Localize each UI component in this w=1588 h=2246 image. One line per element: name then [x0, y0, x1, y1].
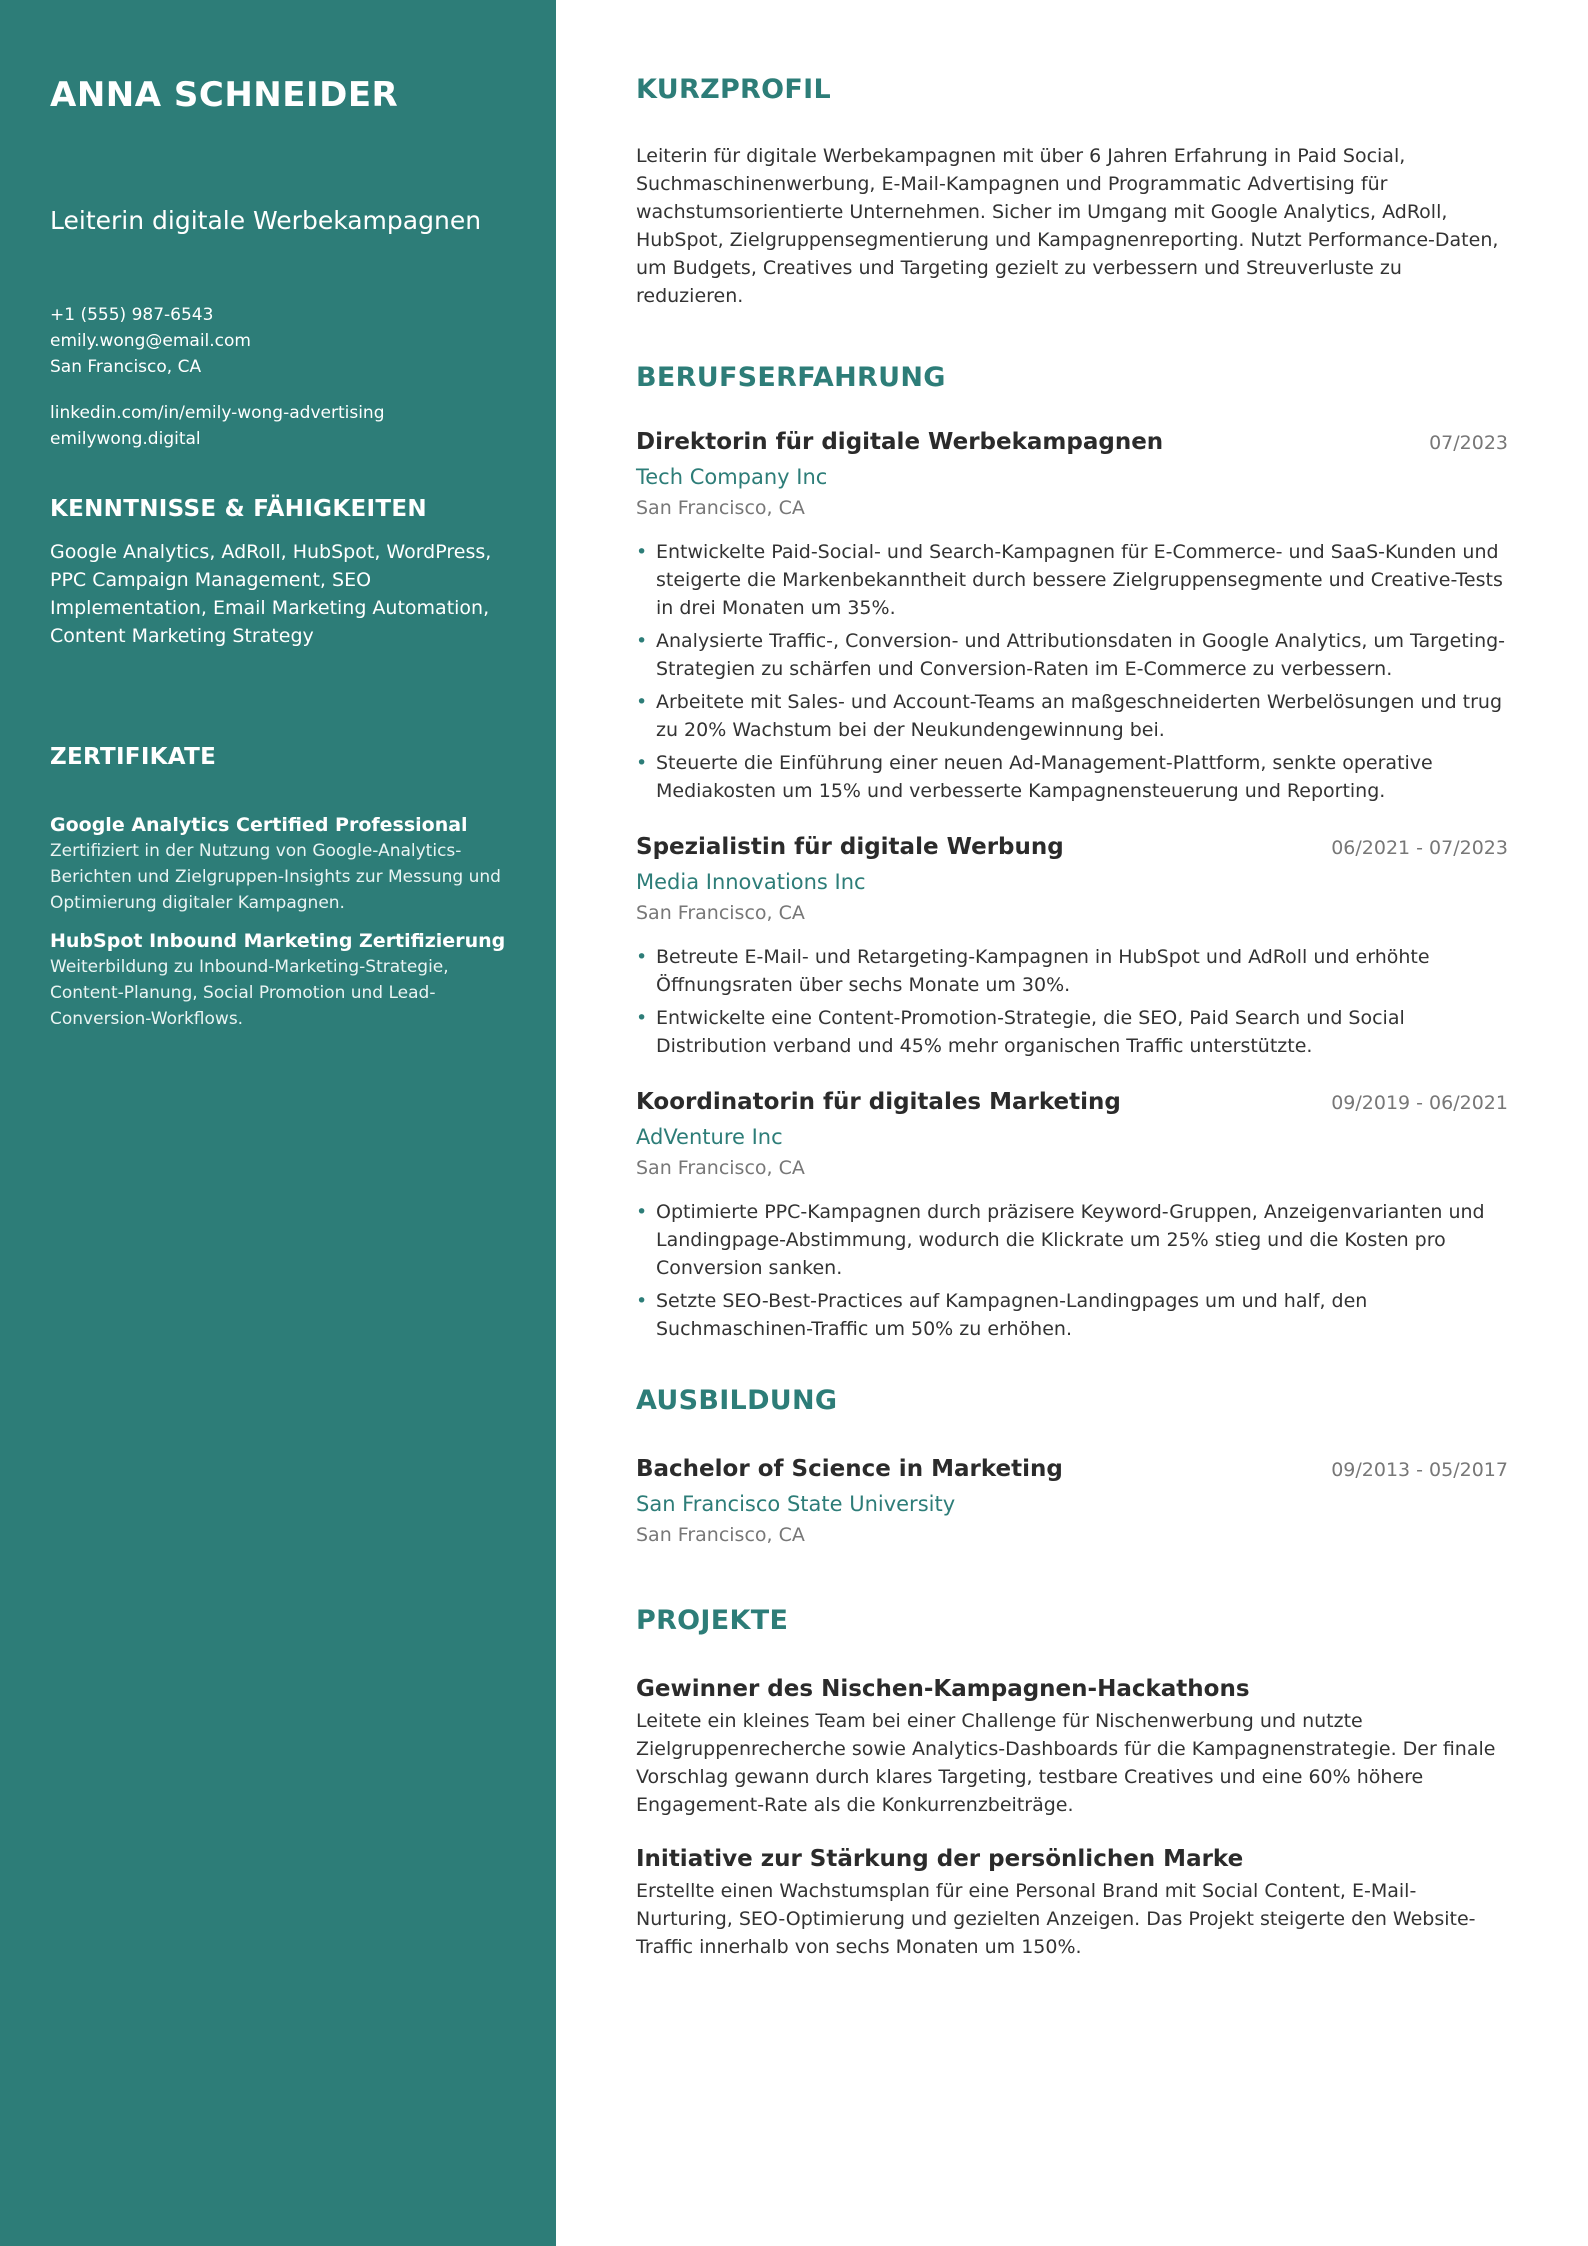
sidebar: [0, 0, 556, 2246]
certificate-item: [50, 812, 506, 916]
job-entry: [636, 426, 1508, 805]
project-entry: [636, 1843, 1508, 1961]
projects-heading: PROJEKTE: [636, 1605, 789, 1636]
job-bullets: [636, 943, 1508, 1060]
job-date: 07/2023: [1429, 432, 1508, 454]
school-name: San Francisco State University: [636, 1492, 956, 1516]
job-date: 06/2021 - 07/2023: [1331, 837, 1508, 859]
certificate-title: Google Analytics Certified Professional: [50, 814, 468, 836]
summary-heading: KURZPROFIL: [636, 74, 831, 105]
education-date: 09/2013 - 05/2017: [1331, 1459, 1508, 1481]
education-heading: AUSBILDUNG: [636, 1385, 838, 1416]
job-bullet: • Entwickelte Paid-Social- und Search-Kampagnen für E-Commerce- und SaaS-Kunden und steigerte die Markenbekanntheit durch bessere Zielgruppensegmente und Creative-Tests in drei Monaten um 35%.: [636, 538, 1508, 622]
job-entry: [636, 1086, 1508, 1343]
job-bullets: [636, 1198, 1508, 1343]
email-address: emily.wong@email.com: [50, 331, 251, 351]
job-location: San Francisco, CA: [636, 902, 805, 924]
job-header: [636, 426, 1508, 458]
website-link[interactable]: emilywong.digital: [50, 429, 201, 449]
job-header: [636, 831, 1508, 863]
education-header: [636, 1453, 1508, 1485]
school-location: San Francisco, CA: [636, 1524, 805, 1546]
project-description: Leitete ein kleines Team bei einer Challenge für Nischenwerbung und nutzte Zielgruppenrecherche sowie Analytics-Dashboards für die Kampagnenstrategie. Der finale Vorschlag gewann durch klares Targeting, testbare Creatives und eine 60% höhere Engagement-Rate als die Konkurrenzbeiträge.: [636, 1710, 1496, 1816]
certificate-item: [50, 928, 506, 1032]
education-entry: [636, 1453, 1508, 1549]
project-title: Gewinner des Nischen-Kampagnen-Hackathons: [636, 1676, 1250, 1702]
candidate-name: ANNA SCHNEIDER: [50, 75, 399, 115]
job-location: San Francisco, CA: [636, 497, 805, 519]
job-bullet: • Betreute E-Mail- und Retargeting-Kampagnen in HubSpot und AdRoll und erhöhte Öffnungsraten über sechs Monate um 30%.: [636, 943, 1508, 999]
job-bullets: [636, 538, 1508, 805]
job-title: Direktorin für digitale Werbekampagnen: [636, 429, 1164, 455]
job-header: [636, 1086, 1508, 1118]
experience-heading: BERUFSERFAHRUNG: [636, 362, 946, 393]
job-company: Tech Company Inc: [636, 465, 828, 489]
certificate-description: Weiterbildung zu Inbound-Marketing-Strategie, Content-Planung, Social Promotion und Lead-Conversion-Workflows.: [50, 957, 449, 1029]
project-title: Initiative zur Stärkung der persönlichen Marke: [636, 1846, 1244, 1872]
certificates-heading: ZERTIFIKATE: [50, 744, 217, 770]
degree-title: Bachelor of Science in Marketing: [636, 1456, 1063, 1482]
job-entry: [636, 831, 1508, 1060]
contact-location: San Francisco, CA: [50, 357, 202, 377]
skills-heading: KENNTNISSE & FÄHIGKEITEN: [50, 496, 427, 522]
certificate-description: Zertifiziert in der Nutzung von Google-Analytics-Berichten und Zielgruppen-Insights zur Messung und Optimierung digitaler Kampagnen.: [50, 841, 501, 913]
skills-text: Google Analytics, AdRoll, HubSpot, WordPress, PPC Campaign Management, SEO Implementation, Email Marketing Automation, Content Marketing Strategy: [50, 541, 492, 647]
job-title: Spezialistin für digitale Werbung: [636, 834, 1064, 860]
job-company: AdVenture Inc: [636, 1125, 783, 1149]
linkedin-link[interactable]: linkedin.com/in/emily-wong-advertising: [50, 403, 385, 423]
contact-spacer: [50, 380, 506, 400]
main-content: [636, 0, 1508, 1961]
job-bullet: • Setzte SEO-Best-Practices auf Kampagnen-Landingpages um und half, den Suchmaschinen-Traffic um 50% zu erhöhen.: [636, 1287, 1508, 1343]
job-company: Media Innovations Inc: [636, 870, 866, 894]
phone-number: +1 (555) 987-6543: [50, 305, 214, 325]
job-bullet: • Optimierte PPC-Kampagnen durch präzisere Keyword-Gruppen, Anzeigenvarianten und Landingpage-Abstimmung, wodurch die Klickrate um 25% stieg und die Kosten pro Conversion sanken.: [636, 1198, 1508, 1282]
candidate-headline: Leiterin digitale Werbekampagnen: [50, 206, 482, 235]
job-bullet: • Arbeitete mit Sales- und Account-Teams an maßgeschneiderten Werbelösungen und trug zu 20% Wachstum bei der Neukundengewinnung bei.: [636, 688, 1508, 744]
job-bullet: • Analysierte Traffic-, Conversion- und Attributionsdaten in Google Analytics, um Targeting-Strategien zu schärfen und Conversion-Raten im E-Commerce zu verbessern.: [636, 627, 1508, 683]
contact-block: [50, 302, 506, 452]
job-bullet: • Steuerte die Einführung einer neuen Ad-Management-Plattform, senkte operative Mediakosten um 15% und verbesserte Kampagnensteuerung und Reporting.: [636, 749, 1508, 805]
certificate-title: HubSpot Inbound Marketing Zertifizierung: [50, 930, 506, 952]
job-bullet: • Entwickelte eine Content-Promotion-Strategie, die SEO, Paid Search und Social Distribution verband und 45% mehr organischen Traffic unterstützte.: [636, 1004, 1508, 1060]
summary-text: Leiterin für digitale Werbekampagnen mit über 6 Jahren Erfahrung in Paid Social, Suchmaschinenwerbung, E-Mail-Kampagnen und Programmatic Advertising für wachstumsorientierte Unternehmen. Sicher im Umgang mit Google Analytics, AdRoll, HubSpot, Zielgruppensegmentierung und Kampagnenreporting. Nutzt Performance-Daten, um Budgets, Creatives und Targeting gezielt zu verbessern und Streuverluste zu reduzieren.: [636, 145, 1499, 307]
job-title: Koordinatorin für digitales Marketing: [636, 1089, 1121, 1115]
job-location: San Francisco, CA: [636, 1157, 805, 1179]
job-date: 09/2019 - 06/2021: [1331, 1092, 1508, 1114]
project-entry: [636, 1673, 1508, 1819]
project-description: Erstellte einen Wachstumsplan für eine Personal Brand mit Social Content, E-Mail-Nurturing, SEO-Optimierung und gezielten Anzeigen. Das Projekt steigerte den Website-Traffic innerhalb von sechs Monaten um 150%.: [636, 1880, 1476, 1958]
